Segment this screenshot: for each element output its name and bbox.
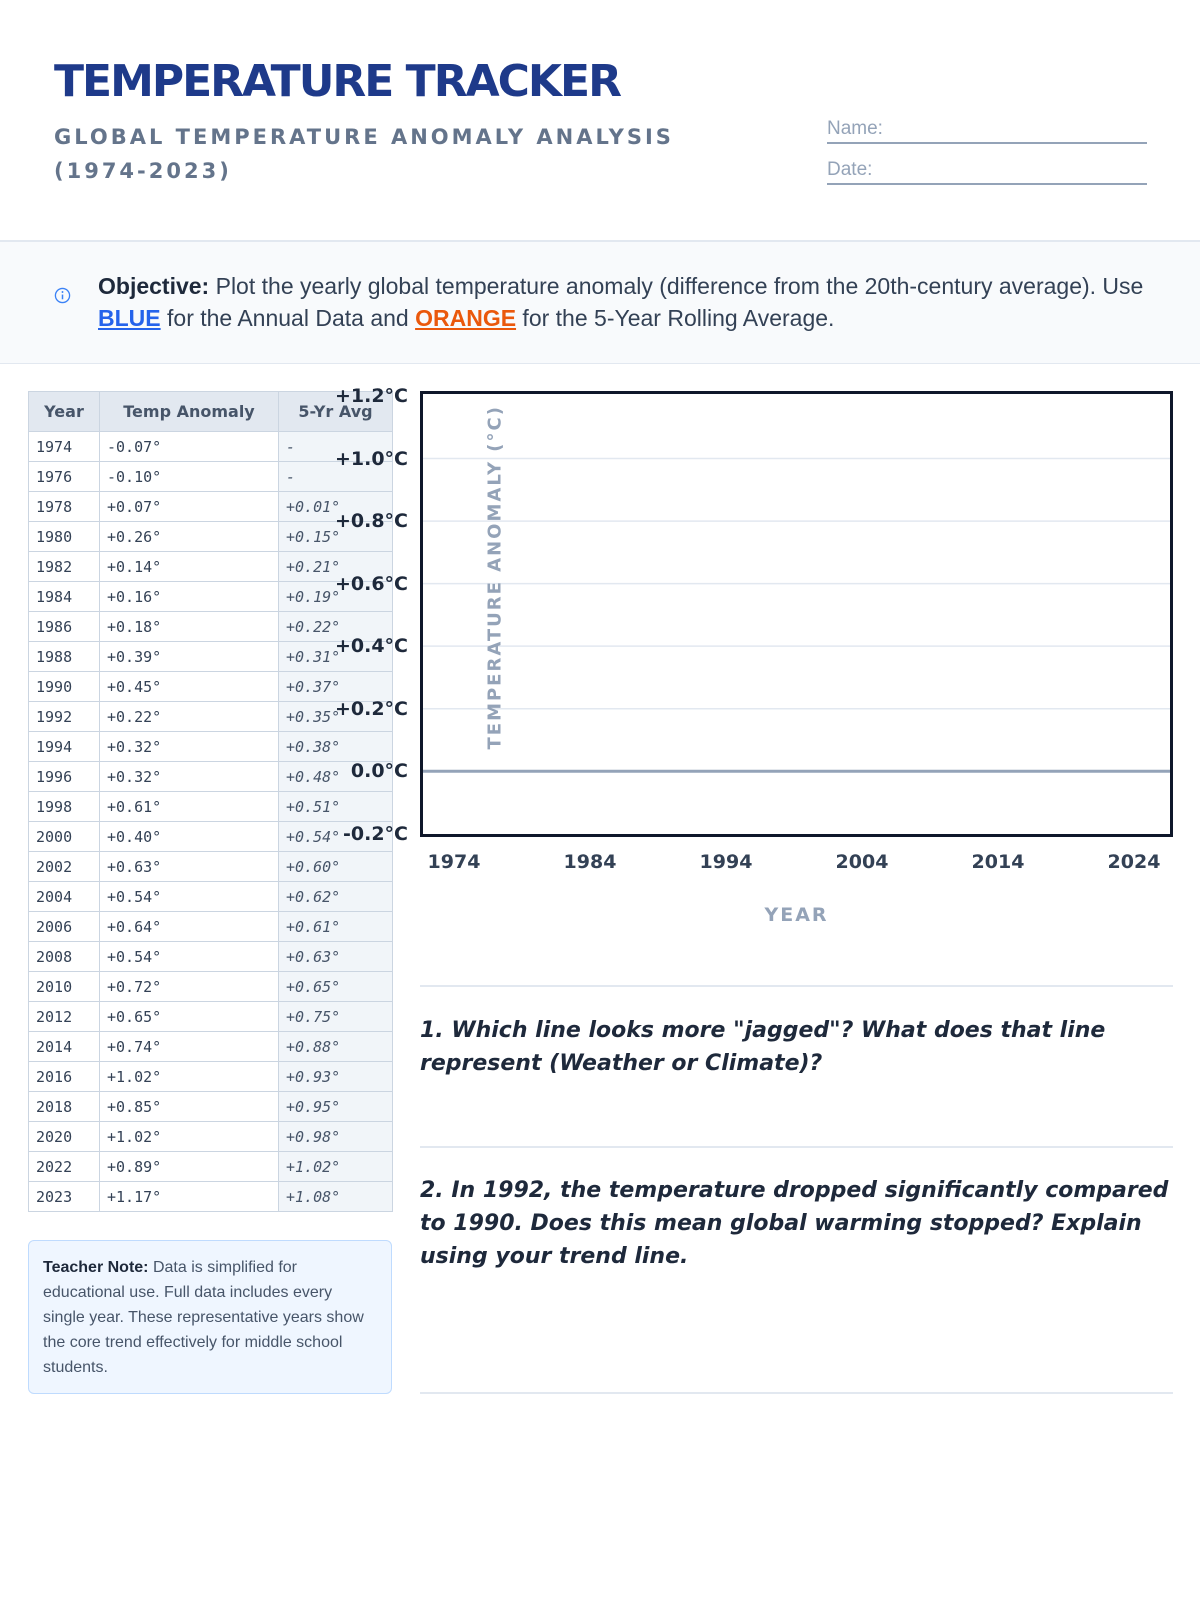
temp-anomaly-cell: +0.85° xyxy=(100,1092,279,1122)
five-yr-avg-cell: +0.15° xyxy=(279,522,393,552)
table-row xyxy=(29,792,393,822)
year-cell: 2008 xyxy=(29,942,100,972)
temp-anomaly-cell: +0.22° xyxy=(100,702,279,732)
year-cell: 1996 xyxy=(29,762,100,792)
objective-part-1: Plot the yearly global temperature anomaly (difference from the 20th-century average). Use xyxy=(209,273,1144,299)
five-yr-avg-cell: +1.02° xyxy=(279,1152,393,1182)
y-tick-label: +0.4°C xyxy=(334,635,408,658)
temp-anomaly-cell: +0.16° xyxy=(100,582,279,612)
x-tick-label: 2014 xyxy=(971,851,1025,873)
temp-anomaly-cell: -0.10° xyxy=(100,462,279,492)
five-yr-avg-cell: +0.61° xyxy=(279,912,393,942)
five-yr-avg-cell: +0.21° xyxy=(279,552,393,582)
temp-anomaly-cell: +0.39° xyxy=(100,642,279,672)
teacher-note xyxy=(28,1240,392,1394)
five-yr-avg-cell: +1.08° xyxy=(279,1182,393,1212)
temp-anomaly-cell: +1.02° xyxy=(100,1122,279,1152)
divider xyxy=(420,1392,1173,1394)
temp-anomaly-cell: +0.18° xyxy=(100,612,279,642)
objective-text xyxy=(98,270,1158,334)
year-cell: 2002 xyxy=(29,852,100,882)
table-row xyxy=(29,1152,393,1182)
divider xyxy=(420,985,1173,987)
x-tick-label: 1984 xyxy=(563,851,617,873)
y-tick-label: 0.0°C xyxy=(350,760,408,783)
y-tick-label: +0.6°C xyxy=(334,572,408,595)
year-cell: 1978 xyxy=(29,492,100,522)
temp-anomaly-cell: +0.07° xyxy=(100,492,279,522)
year-cell: 2020 xyxy=(29,1122,100,1152)
objective-banner xyxy=(0,240,1200,364)
divider xyxy=(420,1146,1173,1148)
year-cell: 1988 xyxy=(29,642,100,672)
y-axis-label: TEMPERATURE ANOMALY (°C) xyxy=(484,405,506,750)
table-row xyxy=(29,1032,393,1062)
temp-anomaly-cell: -0.07° xyxy=(100,432,279,462)
page-title: TEMPERATURE TRACKER xyxy=(54,56,620,107)
table-row xyxy=(29,1182,393,1212)
temp-anomaly-cell: +0.74° xyxy=(100,1032,279,1062)
year-cell: 1976 xyxy=(29,462,100,492)
y-tick-label: +1.0°C xyxy=(334,447,408,470)
five-yr-avg-cell: - xyxy=(279,462,393,492)
objective-lead: Objective: xyxy=(98,273,210,299)
graph-area[interactable] xyxy=(420,391,1173,837)
table-row xyxy=(29,1122,393,1152)
temp-anomaly-cell: +0.61° xyxy=(100,792,279,822)
table-row xyxy=(29,882,393,912)
year-cell: 2004 xyxy=(29,882,100,912)
five-yr-avg-cell: +0.65° xyxy=(279,972,393,1002)
temp-anomaly-cell: +0.32° xyxy=(100,732,279,762)
objective-part-3: for the 5-Year Rolling Average. xyxy=(516,305,835,331)
date-field[interactable] xyxy=(827,157,1147,185)
temp-anomaly-cell: +0.14° xyxy=(100,552,279,582)
question-2: 2. In 1992, the temperature dropped significantly compared to 1990. Does this mean global warming stopped? Explain using your trend line. xyxy=(420,1178,1169,1269)
year-cell: 1992 xyxy=(29,702,100,732)
five-yr-avg-cell: +0.22° xyxy=(279,612,393,642)
five-yr-avg-cell: - xyxy=(279,432,393,462)
temp-anomaly-cell: +0.45° xyxy=(100,672,279,702)
five-yr-avg-cell: +0.98° xyxy=(279,1122,393,1152)
five-yr-avg-cell: +0.01° xyxy=(279,492,393,522)
temp-anomaly-cell: +0.40° xyxy=(100,822,279,852)
name-label: Name: xyxy=(827,118,883,139)
year-cell: 2006 xyxy=(29,912,100,942)
five-yr-avg-cell: +0.88° xyxy=(279,1032,393,1062)
temp-anomaly-cell: +1.02° xyxy=(100,1062,279,1092)
x-tick-label: 2004 xyxy=(835,851,889,873)
x-tick-label: 1994 xyxy=(699,851,753,873)
table-row xyxy=(29,1002,393,1032)
year-cell: 1998 xyxy=(29,792,100,822)
orange-keyword: ORANGE xyxy=(415,305,517,331)
table-row xyxy=(29,1062,393,1092)
temp-anomaly-cell: +0.54° xyxy=(100,882,279,912)
table-row xyxy=(29,852,393,882)
five-yr-avg-cell: +0.37° xyxy=(279,672,393,702)
temp-anomaly-cell: +0.72° xyxy=(100,972,279,1002)
year-cell: 2023 xyxy=(29,1182,100,1212)
blue-keyword: BLUE xyxy=(98,305,161,331)
temp-anomaly-cell: +0.26° xyxy=(100,522,279,552)
temp-anomaly-cell: +0.89° xyxy=(100,1152,279,1182)
table-row xyxy=(29,942,393,972)
year-cell: 1974 xyxy=(29,432,100,462)
x-tick-label: 2024 xyxy=(1107,851,1161,873)
year-cell: 1982 xyxy=(29,552,100,582)
x-tick-label: 1974 xyxy=(427,851,481,873)
year-cell: 2018 xyxy=(29,1092,100,1122)
worksheet-header xyxy=(0,0,1200,240)
year-cell: 2014 xyxy=(29,1032,100,1062)
temp-anomaly-cell: +0.32° xyxy=(100,762,279,792)
table-row xyxy=(29,822,393,852)
y-tick-label: +0.8°C xyxy=(334,510,408,533)
five-yr-avg-cell: +0.48° xyxy=(279,762,393,792)
column-header-year: Year xyxy=(29,392,100,432)
five-yr-avg-cell: +0.95° xyxy=(279,1092,393,1122)
year-cell: 2022 xyxy=(29,1152,100,1182)
teacher-note-text: Data is simplified for educational use. Full data includes every single year. These representative years show the core trend effectively for middle school students. xyxy=(43,1259,364,1376)
table-row xyxy=(29,762,393,792)
five-yr-avg-cell: +0.93° xyxy=(279,1062,393,1092)
year-cell: 2016 xyxy=(29,1062,100,1092)
info-icon xyxy=(54,287,71,304)
chart-grid xyxy=(423,394,1170,834)
page-subtitle: GLOBAL TEMPERATURE ANOMALY ANALYSIS (1974-2023) xyxy=(54,125,674,183)
five-yr-avg-cell: +0.31° xyxy=(279,642,393,672)
question-1: 1. Which line looks more "jagged"? What does that line represent (Weather or Climate)? xyxy=(420,1018,1106,1076)
x-axis-label: YEAR xyxy=(764,904,829,926)
year-cell: 1990 xyxy=(29,672,100,702)
temp-anomaly-cell: +0.54° xyxy=(100,942,279,972)
year-cell: 2010 xyxy=(29,972,100,1002)
column-header-temp-anomaly: Temp Anomaly xyxy=(100,392,279,432)
year-cell: 1984 xyxy=(29,582,100,612)
five-yr-avg-cell: +0.60° xyxy=(279,852,393,882)
year-cell: 2000 xyxy=(29,822,100,852)
five-yr-avg-cell: +0.19° xyxy=(279,582,393,612)
table-row xyxy=(29,972,393,1002)
table-row xyxy=(29,732,393,762)
five-yr-avg-cell: +0.35° xyxy=(279,702,393,732)
teacher-note-lead: Teacher Note: xyxy=(43,1259,149,1276)
y-tick-label: +0.2°C xyxy=(334,697,408,720)
temp-anomaly-cell: +1.17° xyxy=(100,1182,279,1212)
date-label: Date: xyxy=(827,159,873,180)
table-row xyxy=(29,1092,393,1122)
temp-anomaly-cell: +0.65° xyxy=(100,1002,279,1032)
five-yr-avg-cell: +0.38° xyxy=(279,732,393,762)
column-header-5yr-avg: 5-Yr Avg xyxy=(279,392,393,432)
year-cell: 1994 xyxy=(29,732,100,762)
temp-anomaly-cell: +0.64° xyxy=(100,912,279,942)
year-cell: 1980 xyxy=(29,522,100,552)
five-yr-avg-cell: +0.54° xyxy=(279,822,393,852)
y-tick-label: -0.2°C xyxy=(343,822,408,845)
five-yr-avg-cell: +0.63° xyxy=(279,942,393,972)
objective-part-2: for the Annual Data and xyxy=(160,305,416,331)
year-cell: 1986 xyxy=(29,612,100,642)
temp-anomaly-cell: +0.63° xyxy=(100,852,279,882)
y-tick-label: +1.2°C xyxy=(334,385,408,407)
five-yr-avg-cell: +0.75° xyxy=(279,1002,393,1032)
five-yr-avg-cell: +0.51° xyxy=(279,792,393,822)
year-cell: 2012 xyxy=(29,1002,100,1032)
table-row xyxy=(29,912,393,942)
name-field[interactable] xyxy=(827,116,1147,144)
five-yr-avg-cell: +0.62° xyxy=(279,882,393,912)
